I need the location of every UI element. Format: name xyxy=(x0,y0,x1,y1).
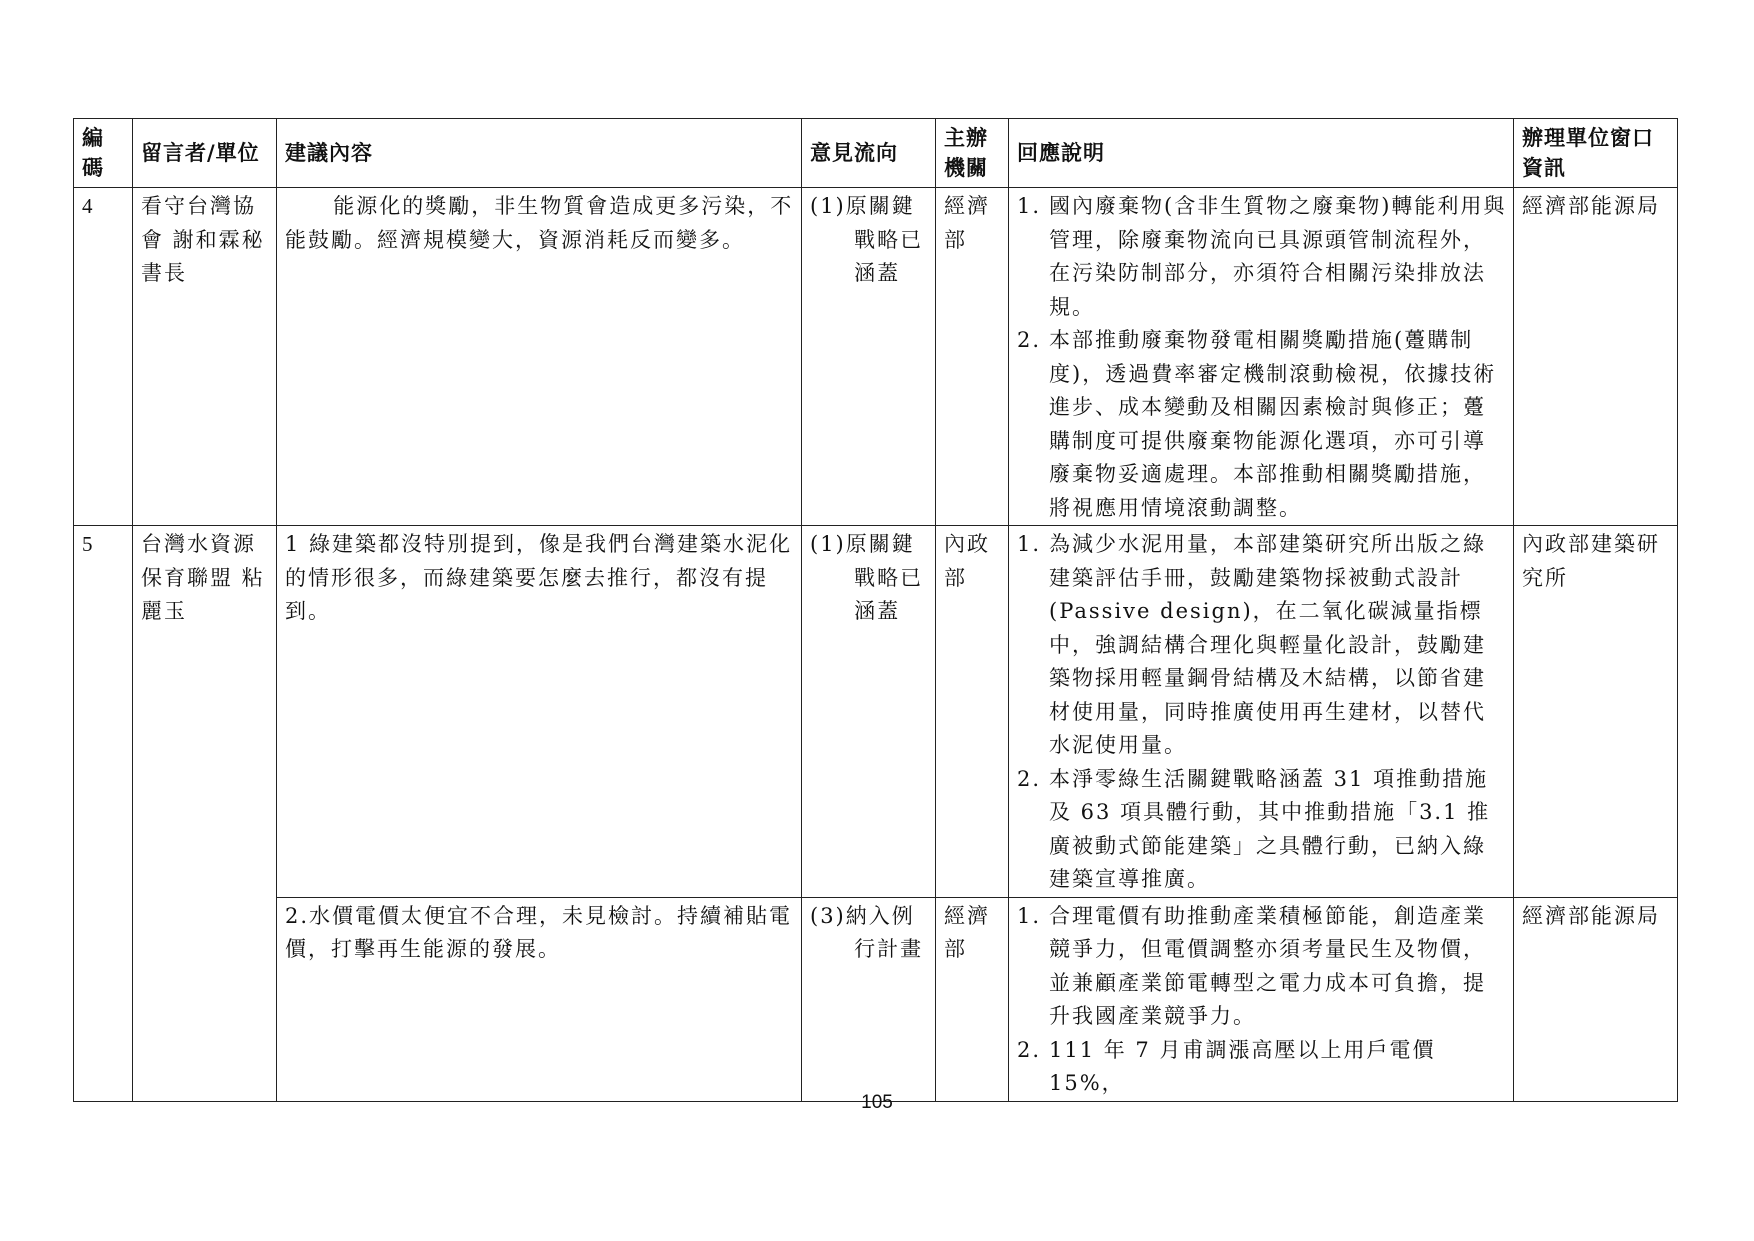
header-contact: 辦理單位窗口資訊 xyxy=(1514,119,1678,188)
direction-text: 戰略已涵蓋 xyxy=(854,227,924,285)
response-list xyxy=(1017,190,1507,525)
response-text: 國內廢棄物(含非生質物之廢棄物)轉能利用與管理，除廢棄物流向已具源頭管制流程外，在污染防制部分，亦須符合相關污染排放法規。 xyxy=(1049,194,1507,319)
header-suggestion: 建議內容 xyxy=(277,119,802,188)
header-agency: 主辦機關 xyxy=(936,119,1009,188)
commenter-cell: 台灣水資源保育聯盟 粘麗玉 xyxy=(133,526,277,1102)
direction-cell xyxy=(802,188,936,526)
response-item xyxy=(1017,900,1507,1034)
table-header-row xyxy=(74,119,1678,188)
direction-cell xyxy=(802,526,936,898)
response-marker: 1. xyxy=(1017,194,1042,218)
response-text: 111 年 7 月甫調漲高壓以上用戶電價 15%， xyxy=(1049,1037,1436,1095)
response-list xyxy=(1017,900,1507,1101)
direction-text: 行計畫 xyxy=(854,937,924,961)
response-text: 本淨零綠生活關鍵戰略涵蓋 31 項推動措施及 63 項具體行動，其中推動措施「3.1 推廣被動式節能建築」之具體行動，已納入綠建築宣導推廣。 xyxy=(1049,766,1491,891)
direction-cell xyxy=(802,897,936,1101)
header-commenter: 留言者/單位 xyxy=(133,119,277,188)
response-text: 合理電價有助推動產業積極節能，創造產業競爭力，但電價調整亦須考量民生及物價，並兼顧產業節電轉型之電力成本可負擔，提升我國產業競爭力。 xyxy=(1049,903,1486,1028)
response-marker: 1. xyxy=(1017,903,1042,928)
table-row xyxy=(74,188,1678,526)
page-number: 105 xyxy=(861,1092,893,1113)
suggestion-cell xyxy=(277,188,802,526)
agency-cell: 經濟部 xyxy=(936,188,1009,526)
agency-cell: 內政部 xyxy=(936,526,1009,898)
direction-code: (3)納入例 xyxy=(810,903,915,928)
header-number: 編碼 xyxy=(74,119,133,188)
response-marker: 2. xyxy=(1017,766,1042,791)
contact-cell: 內政部建築研究所 xyxy=(1514,526,1678,898)
suggestion-cell xyxy=(277,526,802,898)
comments-response-table xyxy=(73,118,1678,1102)
response-item xyxy=(1017,324,1507,525)
response-marker: 2. xyxy=(1017,1037,1042,1062)
direction-code: (1)原關鍵 xyxy=(810,194,915,218)
contact-cell: 經濟部能源局 xyxy=(1514,188,1678,526)
response-item xyxy=(1017,190,1507,324)
row-number: 5 xyxy=(74,526,133,1102)
response-text: 本部推動廢棄物發電相關獎勵措施(躉購制度)，透過費率審定機制滾動檢視，依據技術進步、成本變動及相關因素檢討與修正；躉購制度可提供廢棄物能源化選項，亦可引導廢棄物妥適處理。本部推動相關獎勵措施，將視應用情境滾動調整。 xyxy=(1049,328,1497,520)
response-marker: 1. xyxy=(1017,532,1042,556)
response-item xyxy=(1017,763,1507,897)
response-marker: 2. xyxy=(1017,328,1042,352)
direction-text: 戰略已涵蓋 xyxy=(854,565,924,623)
response-cell xyxy=(1009,526,1514,898)
response-item xyxy=(1017,528,1507,763)
suggestion-text: 1 綠建築都沒特別提到，像是我們台灣建築水泥化的情形很多，而綠建築要怎麼去推行，都沒有提到。 xyxy=(285,532,793,623)
response-item xyxy=(1017,1034,1507,1101)
header-response: 回應說明 xyxy=(1009,119,1514,188)
suggestion-text: 能源化的獎勵，非生物質會造成更多污染，不能鼓勵。經濟規模變大，資源消耗反而變多。 xyxy=(285,194,794,252)
suggestion-text: 2.水價電價太便宜不合理，未見檢討。持續補貼電價，打擊再生能源的發展。 xyxy=(285,903,793,961)
suggestion-cell xyxy=(277,897,802,1101)
response-cell xyxy=(1009,188,1514,526)
response-list xyxy=(1017,528,1507,897)
contact-cell: 經濟部能源局 xyxy=(1514,897,1678,1101)
row-number: 4 xyxy=(74,188,133,526)
direction-code: (1)原關鍵 xyxy=(810,532,915,556)
response-cell xyxy=(1009,897,1514,1101)
table-row xyxy=(74,897,1678,1101)
header-direction: 意見流向 xyxy=(802,119,936,188)
agency-cell: 經濟部 xyxy=(936,897,1009,1101)
table-row xyxy=(74,526,1678,898)
response-text: 為減少水泥用量，本部建築研究所出版之綠建築評估手冊，鼓勵建築物採被動式設計(Passive design)，在二氧化碳減量指標中，強調結構合理化與輕量化設計，鼓勵建築物採用輕量鋼骨結構及木結構，以節省建材使用量，同時推廣使用再生建材，以替代水泥使用量。 xyxy=(1049,532,1486,757)
commenter-cell: 看守台灣協會 謝和霖秘書長 xyxy=(133,188,277,526)
